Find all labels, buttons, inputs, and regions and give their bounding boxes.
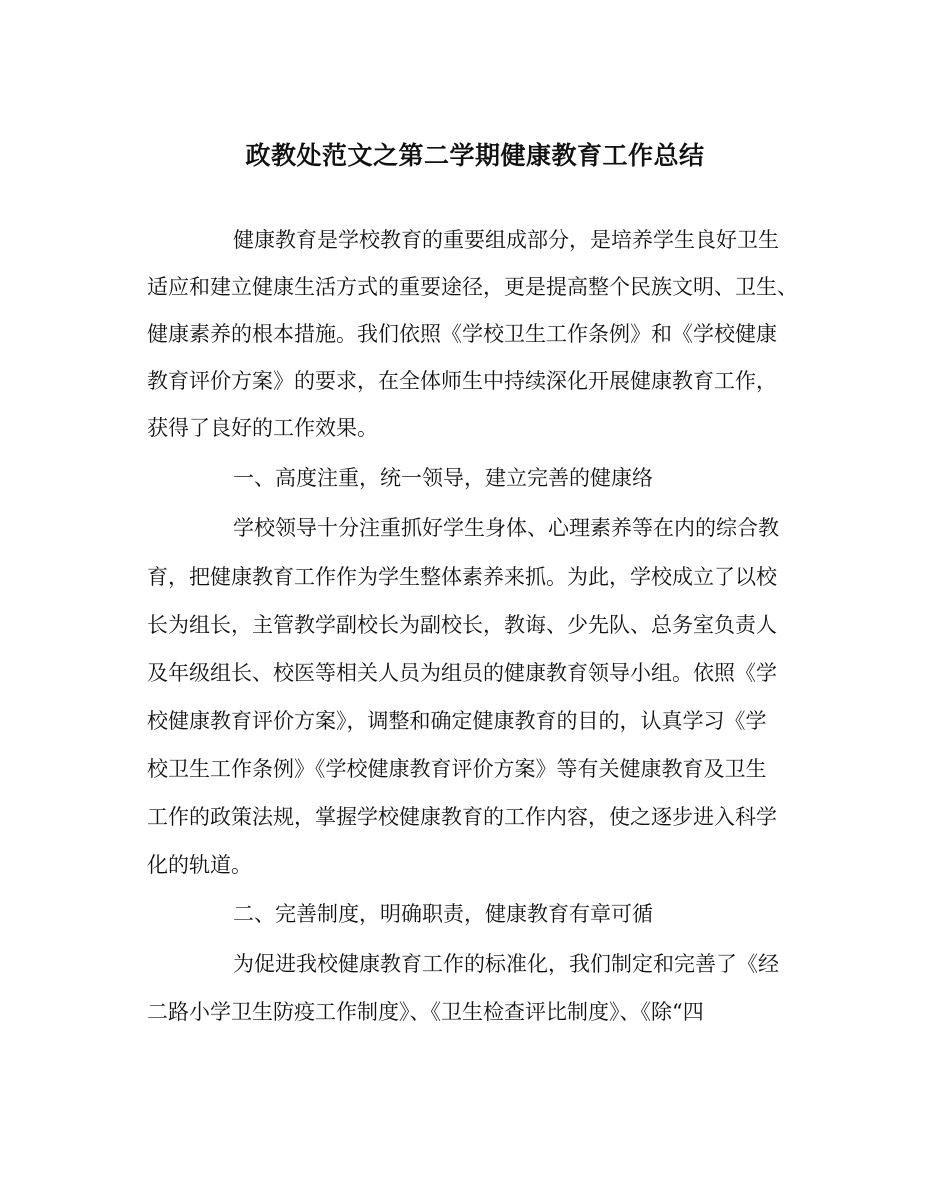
paragraph-line: 获得了良好的工作效果。 bbox=[147, 416, 378, 440]
paragraph-line: 校卫生工作条例》《学校健康教育评价方案》等有关健康教育及卫生 bbox=[147, 757, 767, 781]
paragraph-line: 校健康教育评价方案》，调整和确定健康教育的目的，认真学习《学 bbox=[147, 709, 767, 733]
paragraph-line: 教育评价方案》的要求，在全体师生中持续深化开展健康教育工作， bbox=[147, 369, 777, 393]
paragraph-line: 健康教育是学校教育的重要组成部分，是培养学生良好卫生 bbox=[233, 228, 779, 252]
document-title: 政教处范文之第二学期健康教育工作总结 bbox=[245, 141, 705, 170]
paragraph-line: 二路小学卫生防疫工作制度》、《卫生检查评比制度》、《除“四 bbox=[147, 1000, 704, 1024]
paragraph-line: 长为组长，主管教学副校长为副校长，教诲、少先队、总务室负责人 bbox=[147, 613, 777, 637]
section-heading: 一、高度注重，统一领导，建立完善的健康络 bbox=[233, 466, 653, 490]
paragraph-line: 育，把健康教育工作作为学生整体素养来抓。为此，学校成立了以校 bbox=[147, 565, 777, 589]
paragraph-line: 工作的政策法规，掌握学校健康教育的工作内容，使之逐步进入科学 bbox=[147, 805, 777, 829]
section-heading: 二、完善制度，明确职责，健康教育有章可循 bbox=[233, 902, 653, 926]
paragraph-line: 健康素养的根本措施。我们依照《学校卫生工作条例》和《学校健康 bbox=[147, 322, 777, 346]
paragraph-line: 为促进我校健康教育工作的标准化，我们制定和完善了《经 bbox=[233, 952, 779, 976]
paragraph-line: 适应和建立健康生活方式的重要途径，更是提高整个民族文明、卫生、 bbox=[147, 275, 798, 299]
paragraph-line: 化的轨道。 bbox=[147, 853, 252, 877]
paragraph-line: 及年级组长、校医等相关人员为组员的健康教育领导小组。依照《学 bbox=[147, 661, 777, 685]
paragraph-line: 学校领导十分注重抓好学生身体、心理素养等在内的综合教 bbox=[233, 516, 779, 540]
